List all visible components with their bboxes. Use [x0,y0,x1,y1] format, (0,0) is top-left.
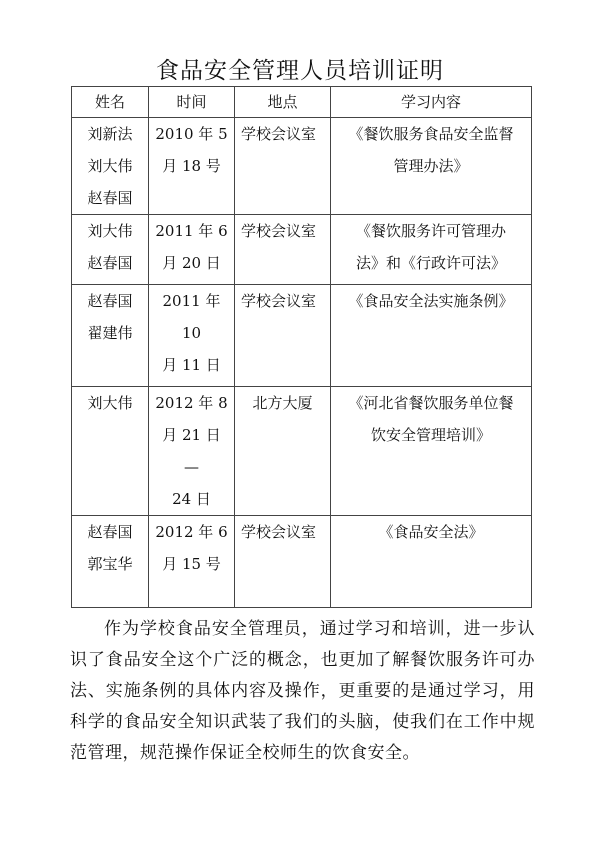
date-cell [149,118,235,215]
names-cell [72,215,149,285]
date-line: 月 20 日 [162,254,221,272]
content-line: 《食品安全法》 [378,523,484,541]
date-line: 月 21 日— [162,426,221,476]
place-cell: 学校会议室 [235,215,331,285]
summary-paragraph: 作为学校食品安全管理员，通过学习和培训，进一步认识了食品安全这个广泛的概念，也更加了解餐饮服务许可办法、实施条例的具体内容及操作，更重要的是通过学习，用科学的食品安全知识武装了我们的头脑，使我们在工作中规范管理，规范操作保证全校师生的饮食安全。 [70,619,535,763]
header-time: 时间 [149,87,235,118]
person-name: 赵春国 [87,523,133,541]
document-title: 食品安全管理人员培训证明 [156,58,444,84]
names-cell [72,285,149,387]
names-cell [72,516,149,608]
table-row [72,285,532,387]
training-records-table [71,86,532,608]
date-line: 2010 年 5 [155,125,228,143]
date-cell [149,285,235,387]
person-name: 赵春国 [87,189,133,207]
person-name: 刘大伟 [87,157,133,175]
content-line: 《食品安全法实施条例》 [348,292,514,310]
date-line: 月 18 号 [162,157,221,175]
header-place: 地点 [235,87,331,118]
content-line: 管理办法》 [393,157,469,175]
date-cell [149,387,235,516]
place-cell: 北方大厦 [235,387,331,516]
content-cell [331,387,532,516]
content-line: 《餐饮服务食品安全监督 [348,125,514,143]
person-name: 赵春国 [87,254,133,272]
content-cell [331,516,532,608]
place-cell: 学校会议室 [235,118,331,215]
date-line: 2012 年 6 [155,523,228,541]
table-row [72,118,532,215]
content-line: 《河北省餐饮服务单位餐 [348,394,514,412]
date-line: 24 日 [172,490,211,508]
table-row [72,516,532,608]
content-cell [331,285,532,387]
date-line: 2012 年 8 [155,394,228,412]
content-cell [331,118,532,215]
content-line: 法》和《行政许可法》 [355,254,506,272]
header-name: 姓名 [72,87,149,118]
place-cell: 学校会议室 [235,285,331,387]
date-cell [149,215,235,285]
date-line: 2011 年 10 [162,292,221,342]
names-cell [72,118,149,215]
person-name: 刘大伟 [87,394,133,412]
content-line: 饮安全管理培训》 [370,426,491,444]
names-cell [72,387,149,516]
content-cell [331,215,532,285]
table-row [72,215,532,285]
person-name: 赵春国 [87,292,133,310]
date-line: 月 15 号 [162,555,221,573]
person-name: 翟建伟 [87,324,133,342]
header-content: 学习内容 [331,87,532,118]
table-row [72,387,532,516]
person-name: 郭宝华 [87,555,133,573]
date-line: 月 11 日 [162,356,221,374]
place-cell: 学校会议室 [235,516,331,608]
table-header-row [72,87,532,118]
person-name: 刘新法 [87,125,133,143]
person-name: 刘大伟 [87,222,133,240]
content-line: 《餐饮服务许可管理办 [355,222,506,240]
date-line: 2011 年 6 [155,222,228,240]
date-cell [149,516,235,608]
